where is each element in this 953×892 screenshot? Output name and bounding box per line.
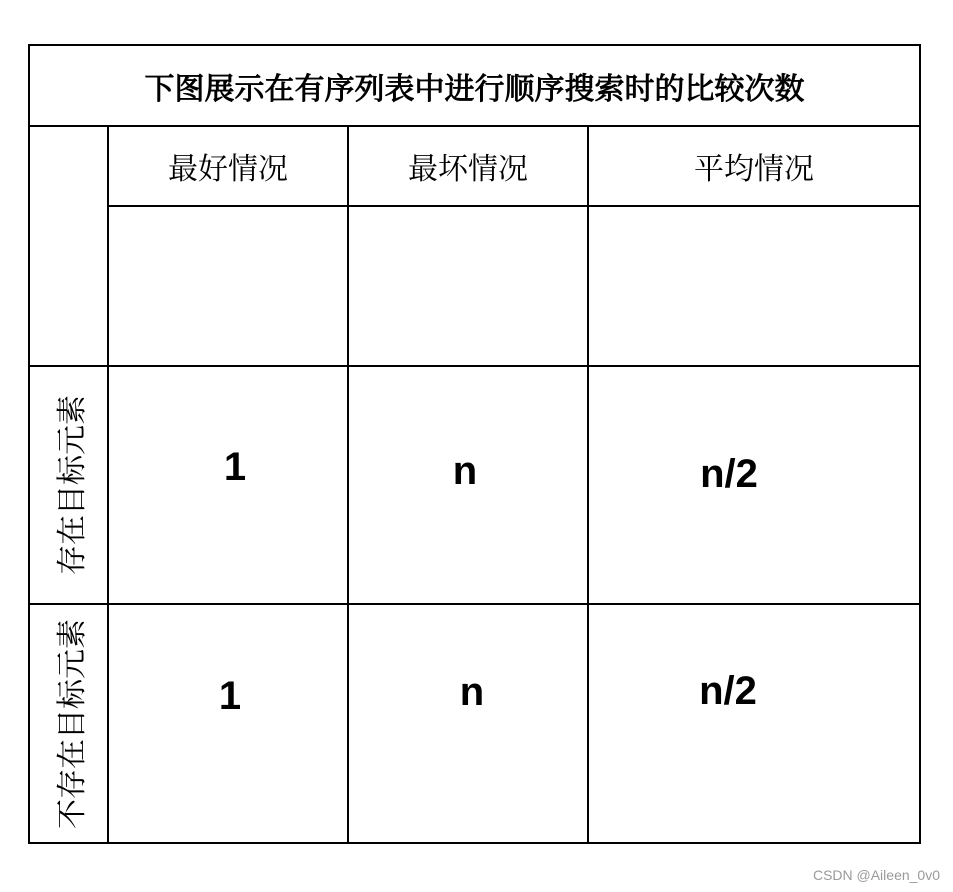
watermark: CSDN @Aileen_0v0 [812,867,940,883]
row-header-label: 不存在目标元素 [54,618,90,829]
cell-value: n [452,448,478,493]
table-cell-not-exists-worst [349,605,587,842]
column-header-label: 平均情况 [694,152,814,187]
comparison-table [28,44,921,844]
table-cell-exists-best [109,367,347,603]
cell-value: n/2 [699,669,757,713]
column-header-worst [349,127,587,205]
row-header-label: 存在目标元素 [54,395,90,575]
empty-cell [589,207,919,365]
row-header-exists [30,367,107,603]
empty-cell [349,207,587,365]
table-title: 下图展示在有序列表中进行顺序搜索时的比较次数 [144,71,805,107]
column-header-best [109,127,347,205]
table-cell-not-exists-best [109,605,347,842]
table-title-cell [30,46,919,125]
table-cell-exists-average [589,367,919,603]
column-header-label: 最好情况 [168,152,288,187]
table-cell-not-exists-average [589,605,919,842]
table-border-bottom [28,842,921,844]
cell-value: 1 [223,444,247,489]
table-cell-exists-worst [349,367,587,603]
cell-value: n/2 [700,451,758,496]
empty-cell [109,207,347,365]
column-header-label: 最坏情况 [408,152,528,187]
row-header-not-exists [30,605,107,842]
table-border-right [919,44,921,844]
column-header-average [589,127,919,205]
cell-value: n [459,670,485,714]
cell-value: 1 [218,674,242,718]
